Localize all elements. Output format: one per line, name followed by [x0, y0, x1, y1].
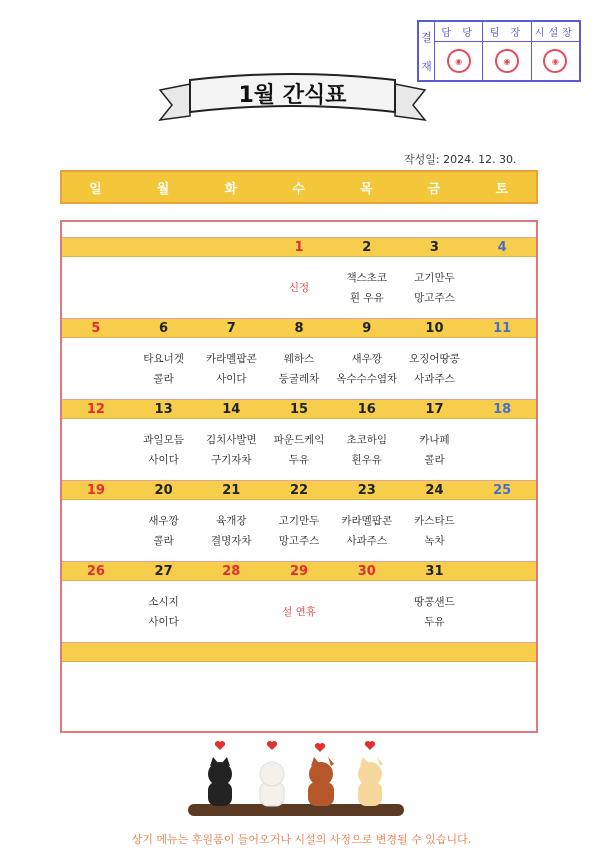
seal-stamp-icon: ◉ [447, 49, 471, 73]
day-menu [62, 581, 130, 642]
day-number: 20 [154, 483, 173, 498]
day-menu [130, 581, 198, 642]
day-menu [265, 419, 333, 480]
day-number: 30 [357, 564, 376, 579]
day-menu [468, 581, 536, 642]
drink-item: 옥수수수염차 [336, 372, 398, 385]
approval-sign-area [435, 42, 482, 80]
calendar-top-spacer [62, 222, 536, 238]
holiday-label: 신정 [288, 281, 310, 294]
seal-stamp-icon: ◉ [495, 49, 519, 73]
snack-item: 육개장 [216, 514, 247, 527]
weekday-label: 금 [427, 181, 442, 197]
drink-item: 망고주스 [278, 534, 320, 547]
snack-item: 새우깡 [148, 514, 179, 527]
week-menus [62, 419, 536, 481]
day-menu [333, 500, 401, 561]
drink-item: 두유 [288, 453, 310, 466]
day-number: 12 [86, 402, 105, 417]
week-day-numbers [62, 319, 536, 338]
day-number: 26 [86, 564, 105, 579]
snack-item: 파운드케익 [273, 433, 325, 446]
title-ribbon [150, 70, 435, 130]
approval-column-team-lead [483, 22, 531, 80]
week-menus [62, 257, 536, 319]
snack-item: 책스초코 [346, 271, 388, 284]
day-menu [197, 419, 265, 480]
day-number: 17 [425, 402, 444, 417]
day-number [130, 238, 198, 256]
snack-item: 카스타드 [414, 514, 455, 527]
day-number: 4 [497, 240, 507, 255]
approval-column-manager [435, 22, 483, 80]
holiday-span [197, 581, 400, 642]
day-menu [62, 257, 130, 318]
snack-item: 소시지 [148, 595, 179, 608]
weekday-label: 일 [89, 181, 103, 197]
day-menu [333, 338, 401, 399]
day-number [62, 238, 130, 256]
snack-item: 새우깡 [351, 352, 382, 365]
day-menu [468, 257, 536, 318]
snack-item: 고기만두 [414, 271, 455, 284]
week-day-numbers [62, 562, 536, 581]
drink-item: 결명자차 [211, 534, 252, 547]
approval-sign-area [532, 42, 579, 80]
day-number: 8 [294, 321, 304, 336]
day-menu [401, 500, 469, 561]
approval-label: 재 [421, 59, 432, 73]
week-day-numbers [62, 481, 536, 500]
day-menu [401, 419, 469, 480]
day-menu [265, 338, 333, 399]
calendar-week [62, 400, 536, 481]
snack-item: 오징어땅콩 [409, 352, 460, 365]
approval-box [417, 20, 581, 82]
drink-item: 콜라 [153, 534, 174, 547]
approval-sign-area [483, 42, 530, 80]
snack-item: 김치사발면 [205, 433, 257, 446]
day-number: 31 [425, 564, 444, 579]
day-number: 29 [289, 564, 309, 579]
day-number [197, 238, 265, 256]
day-number: 19 [86, 483, 105, 498]
empty-week-bar [62, 643, 536, 662]
drink-item: 흰 우유 [349, 291, 384, 304]
day-number: 18 [493, 402, 512, 417]
day-menu [401, 338, 469, 399]
drink-item: 둥굴레차 [278, 372, 320, 385]
weekday-label: 수 [292, 181, 306, 197]
calendar-week [62, 481, 536, 562]
day-number: 2 [362, 240, 372, 255]
day-number: 9 [362, 321, 372, 336]
approval-column-director [532, 22, 579, 80]
calendar-week [62, 562, 536, 643]
snack-item: 고기만두 [278, 514, 320, 527]
page-title: 1월 간식표 [238, 83, 347, 108]
day-menu [265, 500, 333, 561]
day-number: 3 [429, 240, 439, 255]
footer-note: 상기 메뉴는 후원품이 들어오거나 시설의 사정으로 변경될 수 있습니다. [131, 833, 472, 846]
day-number: 6 [159, 321, 169, 336]
day-number [468, 562, 536, 580]
drink-item: 콜라 [424, 453, 445, 466]
day-menu [401, 581, 469, 642]
drink-item: 구기자차 [211, 453, 252, 466]
day-number: 28 [222, 564, 241, 579]
day-number: 27 [154, 564, 173, 579]
day-number: 11 [493, 321, 512, 336]
snack-item: 카라멜팝콘 [341, 514, 393, 527]
day-menu [62, 419, 130, 480]
day-menu [130, 257, 198, 318]
day-number: 24 [425, 483, 444, 498]
day-menu [468, 500, 536, 561]
snack-calendar [60, 220, 538, 733]
day-menu [130, 500, 198, 561]
week-menus [62, 500, 536, 562]
created-date: 작성일: 2024. 12. 30. [404, 153, 517, 166]
approval-role: 담 당 [435, 22, 482, 42]
weekday-label: 화 [224, 181, 239, 197]
day-number: 21 [222, 483, 241, 498]
day-menu [265, 257, 333, 318]
day-number: 25 [493, 483, 512, 498]
day-menu [401, 257, 469, 318]
approval-role: 팀 장 [483, 22, 530, 42]
day-number: 14 [222, 402, 241, 417]
snack-item: 웨하스 [283, 352, 315, 365]
day-number: 5 [91, 321, 101, 336]
calendar-week [62, 319, 536, 400]
cats-illustration-icon [188, 738, 404, 822]
day-number: 13 [154, 402, 173, 417]
approval-label: 결 [421, 30, 432, 44]
snack-item: 타요너겟 [143, 352, 184, 365]
day-number: 15 [289, 402, 309, 417]
day-menu [333, 257, 401, 318]
snack-item: 초코하임 [346, 433, 388, 446]
snack-item: 땅콩샌드 [414, 595, 455, 608]
day-menu [333, 419, 401, 480]
weekday-header [60, 170, 538, 204]
day-menu [62, 500, 130, 561]
weekday-label: 월 [156, 181, 171, 197]
day-menu [468, 338, 536, 399]
weekday-label: 목 [359, 181, 374, 197]
week-menus [62, 581, 536, 643]
drink-item: 사과주스 [414, 372, 455, 385]
drink-item: 녹차 [424, 534, 445, 547]
snack-item: 카라멜팝콘 [205, 352, 257, 365]
drink-item: 흰우유 [351, 453, 382, 466]
weekday-label: 토 [495, 181, 509, 197]
day-menu [468, 419, 536, 480]
calendar-week [62, 238, 536, 319]
week-day-numbers [62, 400, 536, 419]
day-number: 10 [425, 321, 444, 336]
drink-item: 두유 [424, 615, 445, 628]
day-number: 22 [289, 483, 309, 498]
day-number: 23 [357, 483, 376, 498]
drink-item: 콜라 [153, 372, 174, 385]
week-day-numbers [62, 238, 536, 257]
snack-item: 카나페 [419, 433, 450, 446]
approval-role: 시설장 [532, 22, 579, 42]
day-menu [197, 500, 265, 561]
holiday-label: 설 연휴 [282, 605, 316, 618]
day-menu [130, 419, 198, 480]
drink-item: 망고주스 [414, 291, 455, 304]
day-menu [62, 338, 130, 399]
day-menu [197, 338, 265, 399]
seal-stamp-icon: ◉ [543, 49, 567, 73]
drink-item: 사이다 [216, 372, 247, 385]
day-number: 1 [294, 240, 304, 255]
day-menu [197, 257, 265, 318]
snack-item: 과일모듬 [143, 433, 184, 446]
day-number: 7 [226, 321, 236, 336]
drink-item: 사이다 [148, 615, 179, 628]
day-menu [130, 338, 198, 399]
week-menus [62, 338, 536, 400]
drink-item: 사과주스 [346, 534, 388, 547]
drink-item: 사이다 [148, 453, 179, 466]
day-number: 16 [357, 402, 376, 417]
